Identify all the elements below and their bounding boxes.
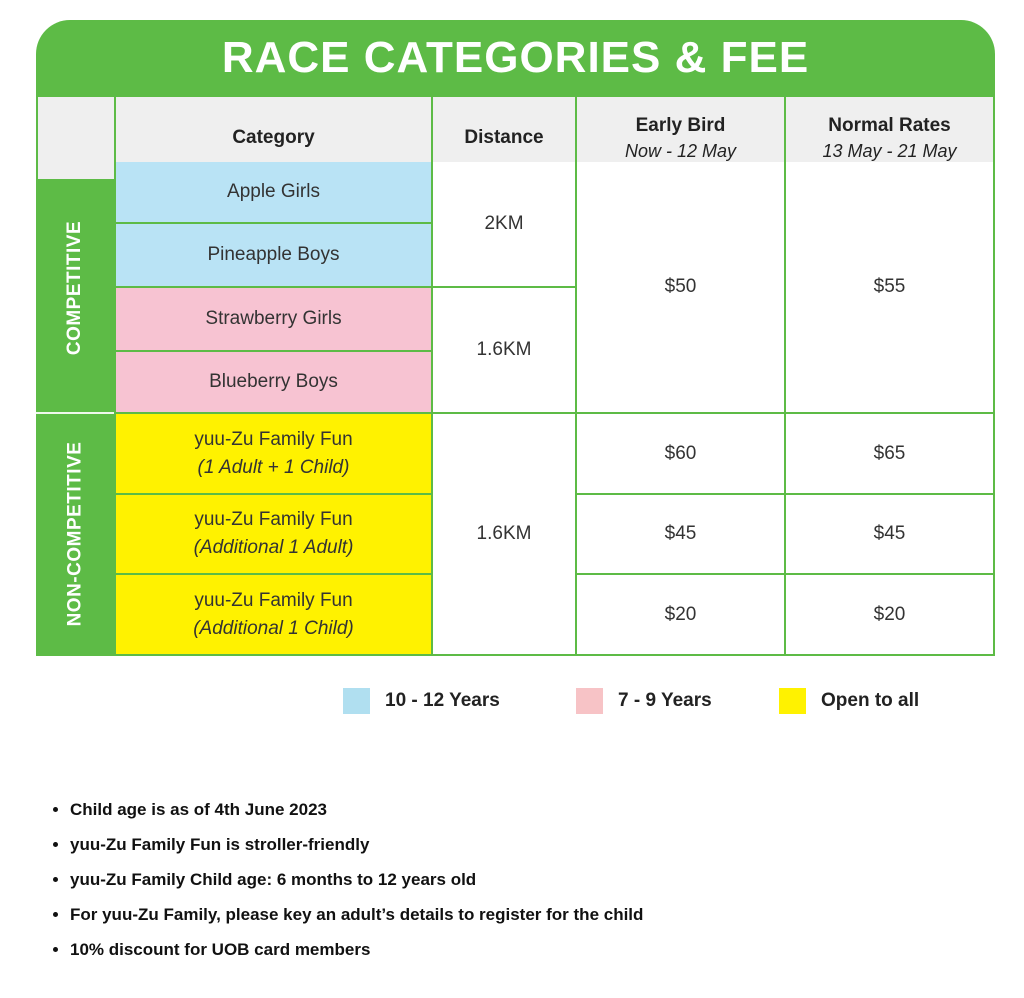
header-early-bird-label: Early Bird: [635, 114, 726, 136]
category-blueberry-boys: Blueberry Boys: [116, 352, 431, 412]
fee-normal-row-2: $45: [786, 495, 993, 573]
legend-item-7-9-years: [576, 687, 712, 715]
header-category-label: Category: [232, 127, 315, 148]
legend-label: 7 - 9 Years: [618, 690, 712, 711]
group-label-competitive: COMPETITIVE: [64, 220, 86, 356]
legend-label: Open to all: [821, 690, 920, 711]
category-strawberry-girls: Strawberry Girls: [116, 288, 431, 350]
note-item: • For yuu-Zu Family, please key an adult’s details to register for the child: [70, 902, 643, 937]
legend-swatch-blue: [343, 688, 370, 714]
header-normal-rates-label: Normal Rates: [828, 114, 951, 136]
fee-early-bird-row-1: $60: [577, 414, 784, 493]
legend-item-10-12-years: [343, 687, 500, 715]
fee-early-bird-competitive: $50: [577, 162, 784, 412]
note-item: • yuu-Zu Family Child age: 6 months to 12 years old: [70, 867, 643, 902]
fee-early-bird-row-2: $45: [577, 495, 784, 573]
category-apple-girls: Apple Girls: [116, 162, 431, 222]
distance-1-6km-competitive: 1.6KM: [433, 288, 575, 412]
group-label-non-competitive: NON-COMPETITIVE: [64, 441, 85, 627]
header-distance-label: Distance: [464, 127, 544, 148]
legend-label: 10 - 12 Years: [385, 690, 500, 711]
distance-2km: 2KM: [433, 162, 575, 286]
category-family-fun-1-adult-1-child: yuu-Zu Family Fun (1 Adult + 1 Child): [116, 414, 431, 493]
category-family-fun-additional-adult: yuu-Zu Family Fun (Additional 1 Adult): [116, 495, 431, 573]
fee-normal-row-1: $65: [786, 414, 993, 493]
legend-item-open-to-all: [779, 687, 919, 715]
header-early-bird-period: Now - 12 May: [624, 140, 737, 161]
note-item: • yuu-Zu Family Fun is stroller-friendly: [70, 832, 643, 867]
fee-table-card: [36, 20, 995, 656]
category-pineapple-boys: Pineapple Boys: [116, 224, 431, 286]
category-family-fun-additional-child: yuu-Zu Family Fun (Additional 1 Child): [116, 575, 431, 654]
note-item: • 10% discount for UOB card members: [70, 937, 643, 972]
fee-normal-row-3: $20: [786, 575, 993, 654]
notes-list: [50, 797, 643, 972]
fee-early-bird-row-3: $20: [577, 575, 784, 654]
note-item: • Child age is as of 4th June 2023: [70, 797, 643, 832]
fee-normal-competitive: $55: [786, 162, 993, 412]
legend-swatch-pink: [576, 688, 603, 714]
header-normal-rates-period: 13 May - 21 May: [822, 140, 957, 161]
page-title: RACE CATEGORIES & FEE: [221, 33, 810, 82]
legend-swatch-yellow: [779, 688, 806, 714]
distance-1-6km-non-competitive: 1.6KM: [433, 414, 575, 654]
